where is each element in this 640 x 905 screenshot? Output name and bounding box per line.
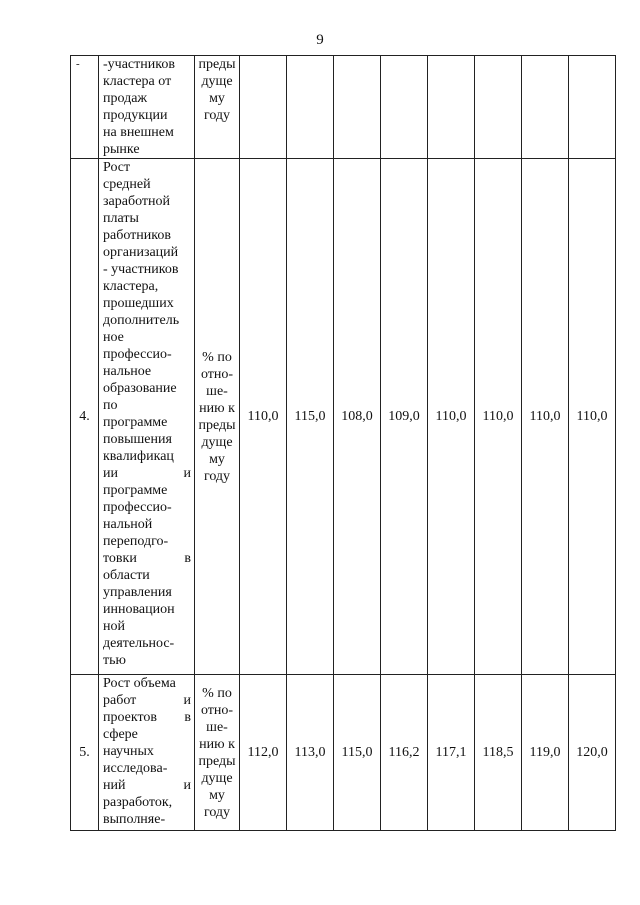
description-line: на внешнем — [103, 125, 174, 140]
description-line: разработок, — [103, 795, 173, 810]
description-line: деятельнос- — [103, 636, 175, 651]
value-cell: 116,2 — [381, 675, 428, 831]
value-cell: 110,0 — [475, 159, 522, 675]
value-cell: 109,0 — [381, 159, 428, 675]
value-cell — [475, 56, 522, 159]
unit-line: преды — [198, 417, 236, 433]
unit-line: нию к — [199, 736, 235, 752]
unit-line: году — [203, 468, 231, 484]
description-line: дополнитель — [103, 313, 180, 328]
description-line: прошедших — [103, 296, 174, 311]
description-line: продаж — [103, 91, 148, 106]
indicator-description — [99, 675, 195, 831]
row-number-text: 4. — [79, 409, 90, 424]
unit-line: дуще — [201, 770, 233, 786]
description-line: программе — [103, 483, 168, 498]
description-line: ний и — [103, 778, 191, 793]
value-cell: 108,0 — [334, 159, 381, 675]
description-line: сфере — [103, 727, 138, 742]
description-line: рынке — [103, 142, 140, 157]
unit-line: году — [203, 804, 231, 820]
unit-line: дуще — [201, 74, 233, 89]
description-line: - участников — [103, 262, 179, 277]
row-number — [71, 56, 99, 159]
unit-line: дуще — [201, 434, 233, 450]
value-cell: 110,0 — [428, 159, 475, 675]
unit-of-measure — [195, 56, 240, 159]
description-line: кластера, — [103, 279, 159, 294]
unit-line: ше- — [206, 719, 228, 735]
description-line: профессио- — [103, 500, 172, 515]
description-line: инновацион — [103, 602, 175, 617]
indicator-description — [99, 56, 195, 159]
unit-of-measure — [195, 675, 240, 831]
unit-line: отно- — [200, 366, 234, 382]
unit-line: году — [203, 108, 231, 123]
description-line: выполняе- — [103, 812, 166, 827]
value-cell — [334, 56, 381, 159]
row-number — [71, 159, 99, 675]
value-cell — [381, 56, 428, 159]
unit-line: преды — [198, 57, 236, 72]
row-number-text: 5. — [79, 745, 90, 760]
value-cell: 112,0 — [240, 675, 287, 831]
value-cell — [522, 56, 569, 159]
description-line: работников — [103, 228, 171, 243]
description-line: нальное — [103, 364, 152, 379]
description-line: проектов в — [103, 710, 191, 725]
unit-line: преды — [198, 753, 236, 769]
description-line: ное — [103, 330, 124, 345]
value-cell: 120,0 — [569, 675, 616, 831]
description-line: программе — [103, 415, 168, 430]
description-line: области — [103, 568, 150, 583]
row-number — [71, 675, 99, 831]
description-line: переподго- — [103, 534, 169, 549]
indicators-table — [70, 55, 616, 831]
description-line: профессио- — [103, 347, 172, 362]
description-line: тью — [103, 653, 126, 668]
description-line: исследова- — [103, 761, 168, 776]
unit-line: ше- — [206, 383, 228, 399]
description-line: -участников — [103, 57, 175, 72]
unit-line: нию к — [199, 400, 235, 416]
page-number: 9 — [316, 32, 324, 48]
value-cell — [569, 56, 616, 159]
value-cell: 117,1 — [428, 675, 475, 831]
table-row — [71, 675, 616, 831]
value-cell — [287, 56, 334, 159]
value-cell: 118,5 — [475, 675, 522, 831]
table-row — [71, 56, 616, 159]
value-cell: 115,0 — [334, 675, 381, 831]
unit-line: отно- — [200, 702, 234, 718]
description-line: квалификац — [103, 449, 174, 464]
description-line: организаций — [103, 245, 179, 260]
unit-of-measure — [195, 159, 240, 675]
description-line: работ и — [103, 693, 191, 708]
description-line: управления — [103, 585, 172, 600]
value-cell — [428, 56, 475, 159]
value-cell: 115,0 — [287, 159, 334, 675]
table-row — [71, 159, 616, 675]
description-line: повышения — [103, 432, 172, 447]
description-line: заработной — [103, 194, 170, 209]
unit-line: му — [209, 451, 225, 467]
description-line: ной — [103, 619, 125, 634]
unit-line: му — [209, 91, 225, 106]
description-line: Рост — [103, 160, 131, 175]
indicator-description — [99, 159, 195, 675]
description-line: платы — [103, 211, 139, 226]
description-line: средней — [103, 177, 151, 192]
value-cell: 110,0 — [522, 159, 569, 675]
unit-line: % по — [202, 685, 232, 701]
description-line: продукции — [103, 108, 168, 123]
unit-line: % по — [202, 349, 232, 365]
value-cell: 110,0 — [240, 159, 287, 675]
value-cell: 110,0 — [569, 159, 616, 675]
description-line: Рост объема — [103, 676, 176, 691]
unit-line: му — [209, 787, 225, 803]
description-line: кластера от — [103, 74, 172, 89]
description-line: по — [103, 398, 118, 413]
description-line: образование — [103, 381, 177, 396]
row-number-text: - — [76, 58, 80, 70]
value-cell: 113,0 — [287, 675, 334, 831]
description-line: нальной — [103, 517, 153, 532]
value-cell: 119,0 — [522, 675, 569, 831]
description-line: ии и — [103, 466, 191, 481]
value-cell — [240, 56, 287, 159]
description-line: товки в — [103, 551, 191, 566]
description-line: научных — [103, 744, 154, 759]
